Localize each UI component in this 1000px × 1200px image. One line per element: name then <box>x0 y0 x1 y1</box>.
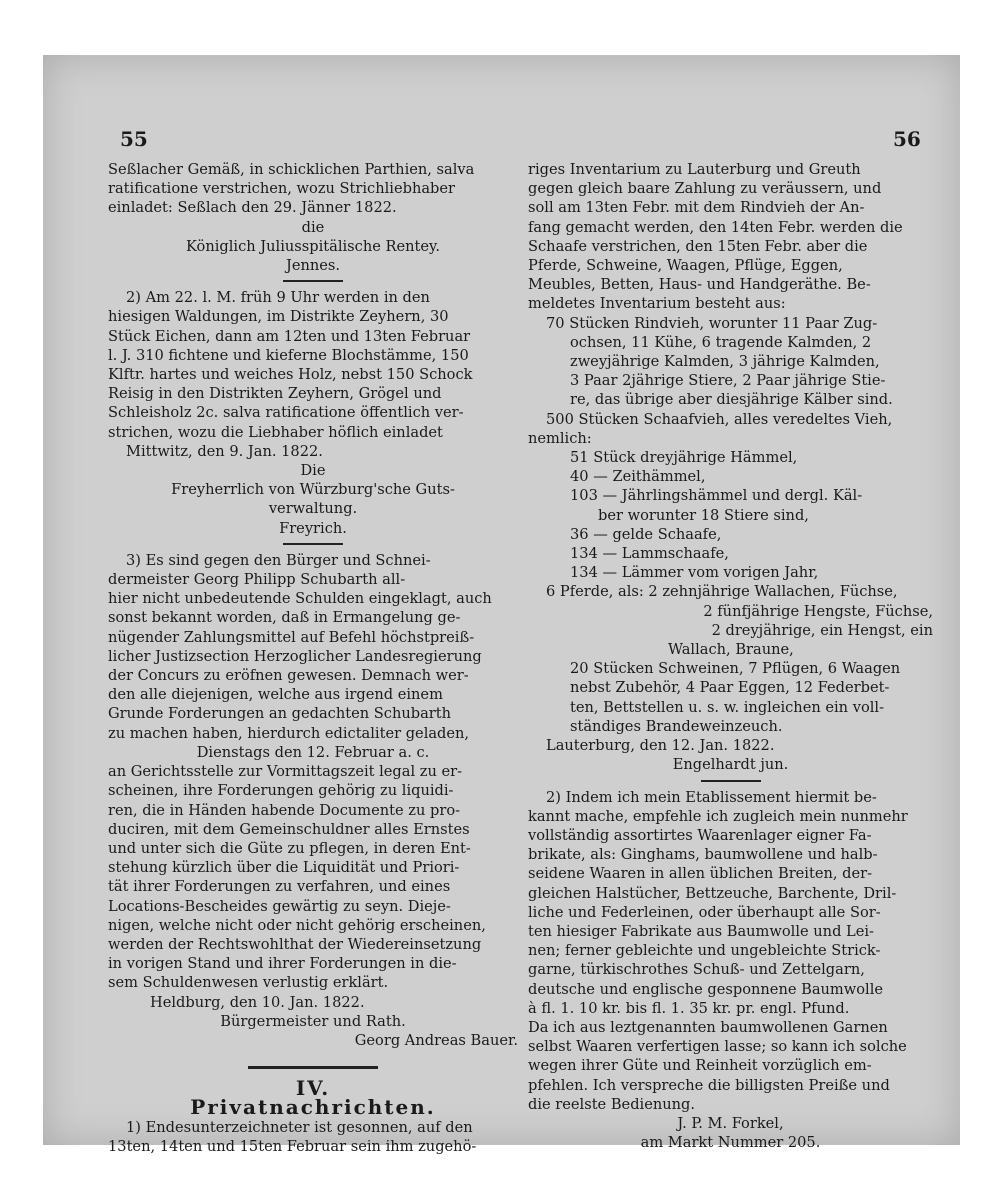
section-number: IV. <box>295 1079 331 1099</box>
text-line: 2) Am 22. l. M. früh 9 Uhr werden in den <box>126 289 430 307</box>
separator-rule <box>701 780 761 782</box>
text-line: 1) Endesunterzeichneter ist gesonnen, auf den <box>126 1118 473 1136</box>
text-line: nebst Zubehör, 4 Paar Eggen, 12 Federbet- <box>570 679 890 697</box>
text-line: Meubles, Betten, Haus- und Handgeräthe. Be- <box>528 276 871 294</box>
signature-authority: Freyherrlich von Würzburg'sche Guts- <box>171 481 455 499</box>
text-line: strichen, wozu die Liebhaber höflich einladet <box>108 423 443 441</box>
text-line: 500 Stücken Schaafvieh, alles veredeltes Vieh, <box>546 410 893 428</box>
text-line: Lauterburg, den 12. Jan. 1822. <box>546 737 775 755</box>
page-number-right: 56 <box>893 127 921 151</box>
list-item: ber worunter 18 Stiere sind, <box>598 506 809 524</box>
text-line: hier nicht unbedeutende Schulden eingeklagt, auch <box>108 590 492 608</box>
signature-address: am Markt Nummer 205. <box>640 1134 821 1152</box>
list-item: 40 — Zeithämmel, <box>570 468 706 486</box>
text-line: dermeister Georg Philipp Schubarth all- <box>108 571 406 589</box>
list-item: 134 — Lämmer vom vorigen Jahr, <box>570 564 819 582</box>
text-line: tät ihrer Forderungen zu verfahren, und eines <box>108 878 451 896</box>
text-line: gleichen Halstücher, Bettzeuche, Barchente, Dril- <box>528 884 897 902</box>
text-line: sonst bekannt worden, daß in Ermangelung ge- <box>108 609 461 627</box>
text-line: gegen gleich baare Zahlung zu veräussern, und <box>528 180 882 198</box>
text-line: den alle diejenigen, welche aus irgend einem <box>108 686 443 704</box>
text-line: nigen, welche nicht oder nicht gehörig erscheinen, <box>108 916 486 934</box>
text-line: nemlich: <box>528 429 592 447</box>
text-line: ratificatione verstrichen, wozu Strichliebhaber <box>108 180 456 198</box>
list-item: 51 Stück dreyjährige Hämmel, <box>570 449 798 467</box>
text-line: Locations-Bescheides gewärtig zu seyn. Dieje- <box>108 897 451 915</box>
text-line: Pferde, Schweine, Waagen, Pflüge, Eggen, <box>528 257 843 275</box>
list-item: 103 — Jährlingshämmel und dergl. Käl- <box>570 487 863 505</box>
text-line: wegen ihrer Güte und Reinheit vorzüglich em- <box>528 1057 872 1075</box>
text-line: Schleisholz 2c. salva ratificatione öffentlich ver- <box>108 404 464 422</box>
text-line: soll am 13ten Febr. mit dem Rindvieh der An- <box>528 199 865 217</box>
text-line: Mittwitz, den 9. Jan. 1822. <box>126 442 323 460</box>
text-line: riges Inventarium zu Lauterburg und Greuth <box>528 161 861 178</box>
text-line: Seßlacher Gemäß, in schicklichen Parthien, salva <box>108 161 475 178</box>
text-line: liche und Federleinen, oder überhaupt alle Sor- <box>528 903 881 921</box>
text-line: einladet: Seßlach den 29. Jänner 1822. <box>108 199 397 217</box>
page-number-left: 55 <box>120 127 148 151</box>
text-line: ständiges Brandeweinzeuch. <box>570 717 783 735</box>
text-line: selbst Waaren verfertigen lasse; so kann ich solche <box>528 1038 907 1056</box>
text-line: l. J. 310 fichtene und kieferne Blochstämme, 150 <box>108 346 469 364</box>
text-line: nügender Zahlungsmittel auf Befehl höchstpreiß- <box>108 628 475 646</box>
text-line: 3) Es sind gegen den Bürger und Schnei- <box>126 551 431 569</box>
section-rule <box>248 1066 378 1069</box>
text-line: Schaafe verstrichen, den 15ten Febr. aber die <box>528 237 868 255</box>
text-line: vollständig assortirtes Waarenlager eigner Fa- <box>528 826 872 844</box>
text-line: der Concurs zu eröfnen gewesen. Demnach wer- <box>108 667 469 685</box>
text-line: 13ten, 14ten und 15ten Februar sein ihm zugehö- <box>108 1137 477 1155</box>
text-line: Heldburg, den 10. Jan. 1822. <box>150 993 365 1011</box>
signature-name: Freyrich. <box>279 519 347 537</box>
text-line: Grunde Forderungen an gedachten Schubarth <box>108 705 452 723</box>
signature-name: Georg Andreas Bauer. <box>354 1031 518 1049</box>
list-item: 134 — Lammschaafe, <box>570 545 729 563</box>
text-line: Die <box>300 462 326 480</box>
separator-rule <box>283 280 343 282</box>
signature-name: J. P. M. Forkel, <box>677 1114 784 1132</box>
list-item: 2 dreyjährige, ein Hengst, ein <box>711 621 933 639</box>
text-line: fang gemacht werden, den 14ten Febr. werden die <box>528 218 903 236</box>
left-column <box>108 160 518 1156</box>
list-item: 2 fünfjährige Hengste, Füchse, <box>703 602 933 620</box>
text-line: à fl. 1. 10 kr. bis fl. 1. 35 kr. pr. engl. Pfund. <box>528 999 850 1017</box>
text-line: stehung kürzlich über die Liquidität und Priori- <box>108 859 460 877</box>
text-line: sem Schuldenwesen verlustig erklärt. <box>108 974 389 992</box>
text-line: Stück Eichen, dann am 12ten und 13ten Februar <box>108 327 471 345</box>
signature-name: Engelhardt jun. <box>672 756 789 774</box>
text-line: 70 Stücken Rindvieh, worunter 11 Paar Zug- <box>546 314 878 332</box>
text-line: ochsen, 11 Kühe, 6 tragende Kalmden, 2 <box>570 333 872 351</box>
text-line: an Gerichtsstelle zur Vormittagszeit legal zu er- <box>108 763 463 781</box>
text-line: ten, Bettstellen u. s. w. ingleichen ein voll- <box>570 698 885 716</box>
signature-authority: Bürgermeister und Rath. <box>220 1012 406 1030</box>
text-line: re, das übrige aber diesjährige Kälber sind. <box>570 391 893 409</box>
text-line: Dienstags den 12. Februar a. c. <box>196 743 430 761</box>
list-item: Wallach, Braune, <box>668 641 794 659</box>
text-line: brikate, als: Ginghams, baumwollene und halb- <box>528 846 878 864</box>
text-line: meldetes Inventarium besteht aus: <box>528 295 786 313</box>
text-line: in vorigen Stand und ihrer Forderungen in die- <box>108 955 457 973</box>
list-item: 6 Pferde, als: 2 zehnjährige Wallachen, Füchse, <box>546 583 898 601</box>
text-line: die reelste Bedienung. <box>528 1095 696 1113</box>
text-line: werden der Rechtswohlthat der Wiedereinsetzung <box>108 935 482 953</box>
text-line: duciren, mit dem Gemeinschuldner alles Ernstes <box>108 820 470 838</box>
text-line: 20 Stücken Schweinen, 7 Pflügen, 6 Waagen <box>570 660 901 678</box>
right-column <box>528 160 933 1152</box>
text-line: und unter sich die Güte zu pflegen, in deren Ent- <box>108 839 471 857</box>
separator-rule <box>283 543 343 545</box>
text-line: Da ich aus leztgenannten baumwollenen Garnen <box>528 1018 888 1036</box>
signature-name: Jennes. <box>285 257 341 275</box>
text-line: kannt mache, empfehle ich zugleich mein nunmehr <box>528 807 908 825</box>
text-line: licher Justizsection Herzoglicher Landesregierung <box>108 647 482 665</box>
text-line: die <box>301 218 325 236</box>
text-line: pfehlen. Ich verspreche die billigsten Preiße und <box>528 1076 890 1094</box>
text-line: Klftr. hartes und weiches Holz, nebst 150 Schock <box>108 366 473 384</box>
text-line: hiesigen Waldungen, im Distrikte Zeyhern, 30 <box>108 308 449 326</box>
text-line: 2) Indem ich mein Etablissement hiermit be- <box>546 788 877 806</box>
section-heading: Privatnachrichten. <box>190 1098 436 1118</box>
text-line: scheinen, ihre Forderungen gehörig zu liquidi- <box>108 782 454 800</box>
text-line: ten hiesiger Fabrikate aus Baumwolle und Lei- <box>528 922 874 940</box>
text-line: zweyjährige Kalmden, 3 jährige Kalmden, <box>570 353 880 371</box>
signature-authority: Königlich Juliusspitälische Rentey. <box>186 237 440 255</box>
text-line: 3 Paar 2jährige Stiere, 2 Paar jährige Stie- <box>570 372 886 390</box>
text-line: ren, die in Händen habende Documente zu pro- <box>108 801 461 819</box>
text-line: garne, türkischrothes Schuß- und Zettelgarn, <box>528 961 865 979</box>
text-line: deutsche und englische gesponnene Baumwolle <box>528 980 884 998</box>
text-line: nen; ferner gebleichte und ungebleichte Strick- <box>528 942 881 960</box>
text-line: Reisig in den Distrikten Zeyhern, Grögel und <box>108 385 442 403</box>
signature-authority: verwaltung. <box>268 500 358 518</box>
text-line: seidene Waaren in allen üblichen Breiten, der- <box>528 865 873 883</box>
text-line: zu machen haben, hierdurch edictaliter geladen, <box>108 724 470 742</box>
list-item: 36 — gelde Schaafe, <box>570 525 722 543</box>
